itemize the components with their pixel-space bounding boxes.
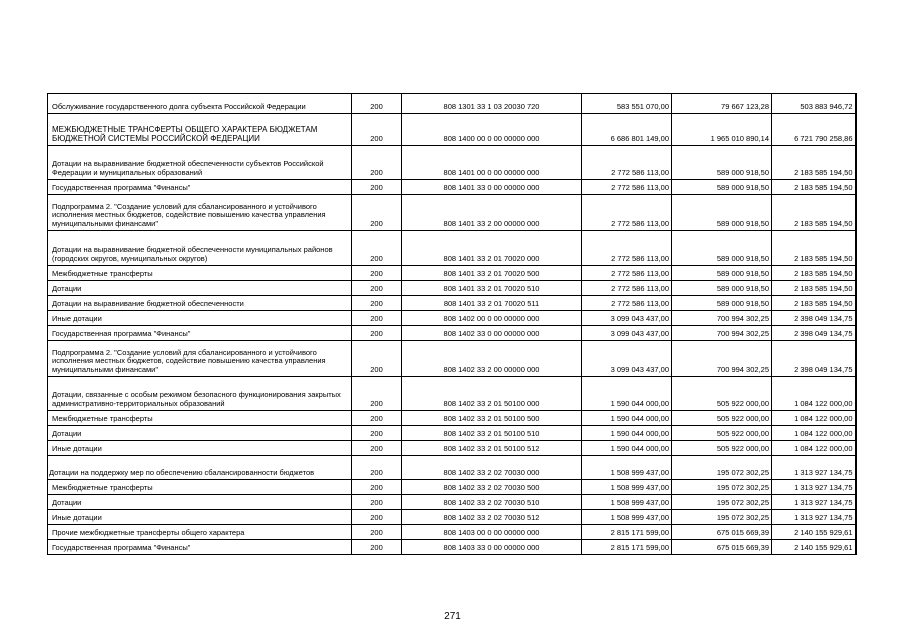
row-name: Иные дотации	[48, 441, 352, 456]
amount-executed: 589 000 918,50	[672, 180, 772, 195]
amount-unexecuted: 6 721 790 258,86	[772, 114, 856, 146]
amount-executed: 195 072 302,25	[672, 456, 772, 480]
row-name: Иные дотации	[48, 510, 352, 525]
budget-code: 808 1401 00 0 00 00000 000	[402, 146, 582, 180]
amount-executed: 79 667 123,28	[672, 94, 772, 114]
admin-code: 200	[352, 114, 402, 146]
amount-approved: 2 772 586 113,00	[582, 146, 672, 180]
table-row	[48, 495, 856, 510]
amount-unexecuted: 2 183 585 194,50	[772, 281, 856, 296]
row-name: Государственная программа "Финансы"	[48, 180, 352, 195]
row-name: Обслуживание государственного долга субъекта Российской Федерации	[48, 94, 352, 114]
admin-code: 200	[352, 180, 402, 195]
budget-code: 808 1401 33 2 01 70020 500	[402, 266, 582, 281]
admin-code: 200	[352, 426, 402, 441]
admin-code: 200	[352, 377, 402, 411]
budget-code: 808 1402 33 2 01 50100 500	[402, 411, 582, 426]
budget-code: 808 1402 33 2 01 50100 000	[402, 377, 582, 411]
amount-executed: 700 994 302,25	[672, 326, 772, 341]
amount-executed: 589 000 918,50	[672, 281, 772, 296]
row-name: Иные дотации	[48, 311, 352, 326]
table-row	[48, 94, 856, 114]
amount-unexecuted: 1 084 122 000,00	[772, 377, 856, 411]
budget-code: 808 1401 33 2 01 70020 000	[402, 231, 582, 266]
amount-unexecuted: 1 084 122 000,00	[772, 441, 856, 456]
amount-executed: 589 000 918,50	[672, 146, 772, 180]
budget-code: 808 1401 33 2 01 70020 510	[402, 281, 582, 296]
amount-executed: 700 994 302,25	[672, 311, 772, 326]
table-row	[48, 540, 856, 555]
page-number: 271	[444, 611, 461, 622]
admin-code: 200	[352, 94, 402, 114]
amount-unexecuted: 1 084 122 000,00	[772, 411, 856, 426]
amount-executed: 589 000 918,50	[672, 231, 772, 266]
budget-code: 808 1402 33 2 02 70030 500	[402, 480, 582, 495]
admin-code: 200	[352, 266, 402, 281]
table-row	[48, 426, 856, 441]
row-name: Дотации	[48, 426, 352, 441]
amount-approved: 1 508 999 437,00	[582, 510, 672, 525]
amount-approved: 2 772 586 113,00	[582, 231, 672, 266]
budget-code: 808 1402 33 2 00 00000 000	[402, 341, 582, 377]
budget-code: 808 1403 00 0 00 00000 000	[402, 525, 582, 540]
row-name: Дотации на выравнивание бюджетной обеспеченности	[48, 296, 352, 311]
row-name: Прочие межбюджетные трансферты общего характера	[48, 525, 352, 540]
amount-approved: 1 508 999 437,00	[582, 495, 672, 510]
amount-approved: 1 508 999 437,00	[582, 456, 672, 480]
amount-approved: 3 099 043 437,00	[582, 311, 672, 326]
row-name: Дотации	[48, 281, 352, 296]
table-row	[48, 326, 856, 341]
budget-code: 808 1401 33 2 00 00000 000	[402, 195, 582, 231]
amount-executed: 700 994 302,25	[672, 341, 772, 377]
amount-executed: 195 072 302,25	[672, 480, 772, 495]
amount-unexecuted: 1 084 122 000,00	[772, 426, 856, 441]
admin-code: 200	[352, 510, 402, 525]
amount-executed: 675 015 669,39	[672, 525, 772, 540]
admin-code: 200	[352, 296, 402, 311]
amount-approved: 583 551 070,00	[582, 94, 672, 114]
amount-approved: 1 590 044 000,00	[582, 377, 672, 411]
amount-executed: 1 965 010 890,14	[672, 114, 772, 146]
row-name: Подпрограмма 2. "Создание условий для сбалансированного и устойчивого исполнения местных бюджетов, содействие повышению качества управления муниципальными финансами"	[48, 341, 352, 377]
amount-unexecuted: 2 398 049 134,75	[772, 326, 856, 341]
table-row	[48, 296, 856, 311]
table-row	[48, 146, 856, 180]
table-row	[48, 180, 856, 195]
amount-executed: 589 000 918,50	[672, 296, 772, 311]
table-row	[48, 341, 856, 377]
amount-approved: 2 815 171 599,00	[582, 540, 672, 555]
amount-executed: 505 922 000,00	[672, 411, 772, 426]
amount-unexecuted: 503 883 946,72	[772, 94, 856, 114]
row-name: Дотации на поддержку мер по обеспечению сбалансированности бюджетов	[48, 456, 352, 480]
budget-code: 808 1402 33 2 02 70030 000	[402, 456, 582, 480]
admin-code: 200	[352, 411, 402, 426]
admin-code: 200	[352, 441, 402, 456]
admin-code: 200	[352, 341, 402, 377]
table-row	[48, 510, 856, 525]
amount-unexecuted: 1 313 927 134,75	[772, 456, 856, 480]
amount-approved: 2 815 171 599,00	[582, 525, 672, 540]
amount-unexecuted: 2 183 585 194,50	[772, 195, 856, 231]
row-name: Дотации	[48, 495, 352, 510]
amount-executed: 505 922 000,00	[672, 441, 772, 456]
admin-code: 200	[352, 480, 402, 495]
admin-code: 200	[352, 540, 402, 555]
table-row	[48, 456, 856, 480]
amount-unexecuted: 2 140 155 929,61	[772, 540, 856, 555]
row-name: Межбюджетные трансферты	[48, 266, 352, 281]
amount-approved: 1 508 999 437,00	[582, 480, 672, 495]
admin-code: 200	[352, 146, 402, 180]
amount-unexecuted: 2 398 049 134,75	[772, 341, 856, 377]
amount-unexecuted: 1 313 927 134,75	[772, 510, 856, 525]
budget-code: 808 1401 33 2 01 70020 511	[402, 296, 582, 311]
admin-code: 200	[352, 231, 402, 266]
amount-executed: 195 072 302,25	[672, 495, 772, 510]
budget-code: 808 1402 33 2 02 70030 512	[402, 510, 582, 525]
budget-code: 808 1401 33 0 00 00000 000	[402, 180, 582, 195]
admin-code: 200	[352, 195, 402, 231]
amount-approved: 6 686 801 149,00	[582, 114, 672, 146]
row-name: Межбюджетные трансферты	[48, 480, 352, 495]
amount-unexecuted: 2 398 049 134,75	[772, 311, 856, 326]
amount-approved: 2 772 586 113,00	[582, 296, 672, 311]
budget-code: 808 1402 33 2 01 50100 510	[402, 426, 582, 441]
admin-code: 200	[352, 456, 402, 480]
admin-code: 200	[352, 281, 402, 296]
row-name: Дотации, связанные с особым режимом безопасного функционирования закрытых административно-территориальных образований	[48, 377, 352, 411]
amount-unexecuted: 2 183 585 194,50	[772, 296, 856, 311]
table-row	[48, 480, 856, 495]
table-row	[48, 441, 856, 456]
table-row	[48, 266, 856, 281]
table-row	[48, 231, 856, 266]
amount-unexecuted: 2 140 155 929,61	[772, 525, 856, 540]
row-name: Дотации на выравнивание бюджетной обеспеченности субъектов Российской Федерации и муниципальных образований	[48, 146, 352, 180]
amount-approved: 2 772 586 113,00	[582, 180, 672, 195]
amount-approved: 1 590 044 000,00	[582, 411, 672, 426]
amount-approved: 3 099 043 437,00	[582, 326, 672, 341]
table-row	[48, 114, 856, 146]
amount-unexecuted: 2 183 585 194,50	[772, 266, 856, 281]
amount-executed: 589 000 918,50	[672, 195, 772, 231]
budget-table	[47, 93, 857, 555]
admin-code: 200	[352, 326, 402, 341]
amount-approved: 2 772 586 113,00	[582, 195, 672, 231]
table-body	[48, 94, 856, 555]
table-row	[48, 525, 856, 540]
admin-code: 200	[352, 311, 402, 326]
amount-approved: 1 590 044 000,00	[582, 426, 672, 441]
budget-code: 808 1301 33 1 03 20030 720	[402, 94, 582, 114]
row-name: Дотации на выравнивание бюджетной обеспеченности муниципальных районов (городских округов, муниципальных округов)	[48, 231, 352, 266]
table-row	[48, 311, 856, 326]
amount-executed: 589 000 918,50	[672, 266, 772, 281]
admin-code: 200	[352, 495, 402, 510]
amount-unexecuted: 2 183 585 194,50	[772, 146, 856, 180]
amount-executed: 675 015 669,39	[672, 540, 772, 555]
amount-approved: 2 772 586 113,00	[582, 281, 672, 296]
budget-code: 808 1402 33 2 02 70030 510	[402, 495, 582, 510]
row-name: Межбюджетные трансферты	[48, 411, 352, 426]
amount-executed: 505 922 000,00	[672, 426, 772, 441]
row-name: Подпрограмма 2. "Создание условий для сбалансированного и устойчивого исполнения местных бюджетов, содействие повышению качества управления муниципальными финансами"	[48, 195, 352, 231]
budget-code: 808 1402 33 0 00 00000 000	[402, 326, 582, 341]
amount-unexecuted: 2 183 585 194,50	[772, 180, 856, 195]
budget-code: 808 1402 00 0 00 00000 000	[402, 311, 582, 326]
amount-approved: 1 590 044 000,00	[582, 441, 672, 456]
amount-unexecuted: 2 183 585 194,50	[772, 231, 856, 266]
amount-approved: 2 772 586 113,00	[582, 266, 672, 281]
amount-approved: 3 099 043 437,00	[582, 341, 672, 377]
amount-unexecuted: 1 313 927 134,75	[772, 480, 856, 495]
table-row	[48, 281, 856, 296]
amount-executed: 505 922 000,00	[672, 377, 772, 411]
amount-unexecuted: 1 313 927 134,75	[772, 495, 856, 510]
budget-code: 808 1403 33 0 00 00000 000	[402, 540, 582, 555]
table-row	[48, 377, 856, 411]
admin-code: 200	[352, 525, 402, 540]
row-name: Государственная программа "Финансы"	[48, 540, 352, 555]
table-row	[48, 195, 856, 231]
budget-code: 808 1402 33 2 01 50100 512	[402, 441, 582, 456]
table-row	[48, 411, 856, 426]
budget-code: 808 1400 00 0 00 00000 000	[402, 114, 582, 146]
row-name: Государственная программа "Финансы"	[48, 326, 352, 341]
row-name: МЕЖБЮДЖЕТНЫЕ ТРАНСФЕРТЫ ОБЩЕГО ХАРАКТЕРА БЮДЖЕТАМ БЮДЖЕТНОЙ СИСТЕМЫ РОССИЙСКОЙ ФЕДЕРАЦИИ	[48, 114, 352, 146]
amount-executed: 195 072 302,25	[672, 510, 772, 525]
